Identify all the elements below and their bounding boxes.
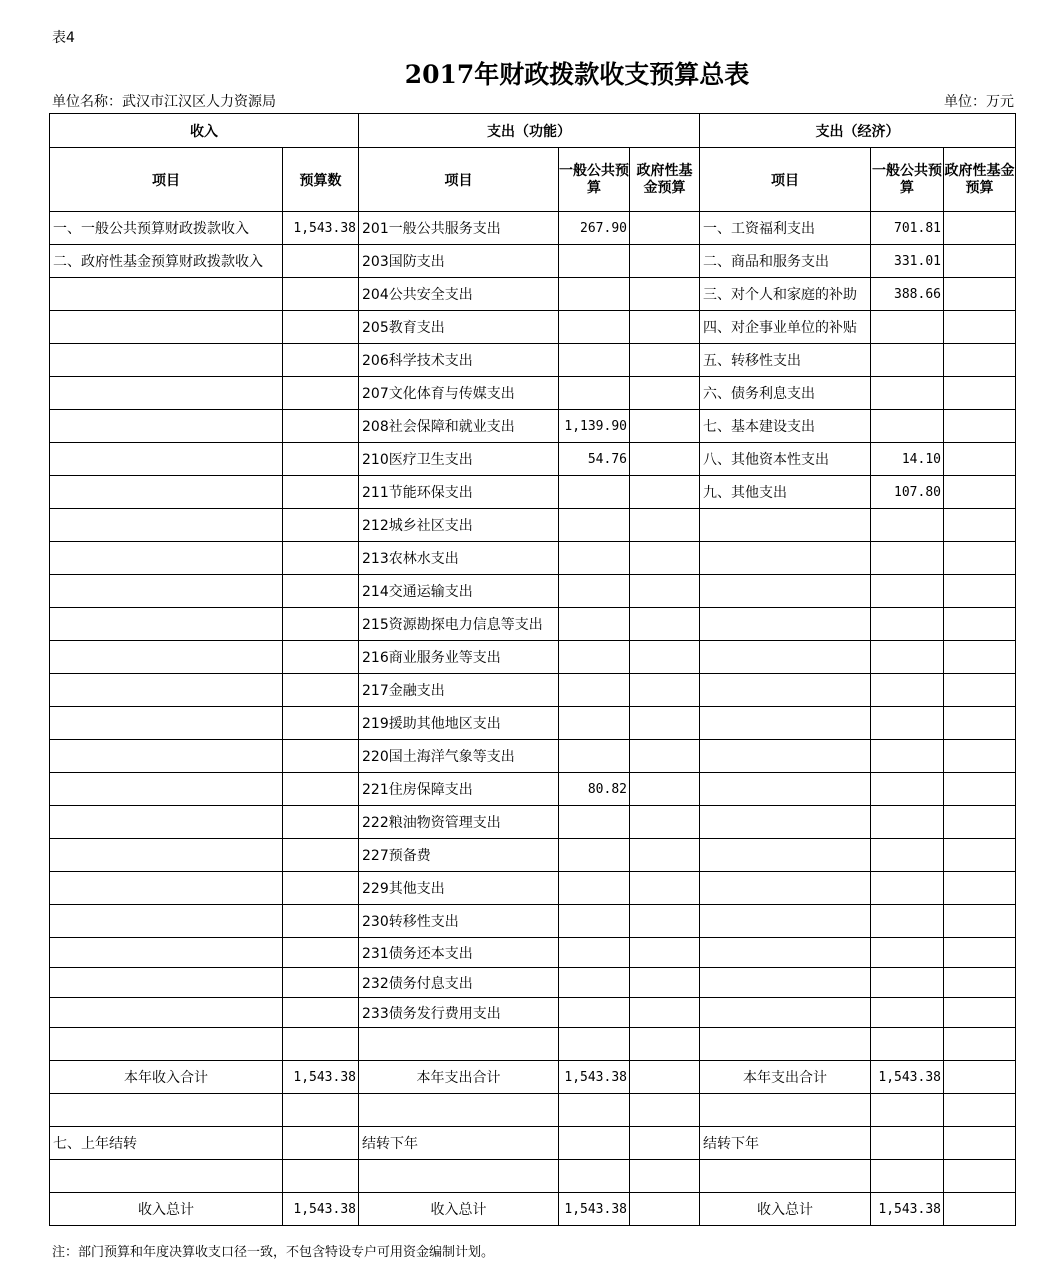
econ-fund-cell xyxy=(944,968,1016,998)
econ-fund-cell xyxy=(944,1127,1016,1160)
func-item-cell: 227预备费 xyxy=(359,839,559,872)
func-fund-cell xyxy=(630,1028,700,1061)
func-general-cell: 267.90 xyxy=(559,212,630,245)
econ-general-cell xyxy=(871,509,944,542)
econ-fund-cell xyxy=(944,641,1016,674)
func-general-cell xyxy=(559,542,630,575)
income-amount-cell xyxy=(283,410,359,443)
func-general-cell xyxy=(559,872,630,905)
income-amount-cell xyxy=(283,377,359,410)
func-fund-cell xyxy=(630,575,700,608)
unit-name-label: 单位名称：武汉市江汉区人力资源局 xyxy=(52,94,276,110)
income-item-cell xyxy=(50,998,283,1028)
econ-general-cell xyxy=(871,968,944,998)
econ-general-cell xyxy=(871,707,944,740)
func-fund-cell xyxy=(630,509,700,542)
func-fund-cell xyxy=(630,968,700,998)
func-general-cell xyxy=(559,509,630,542)
table-row xyxy=(50,806,1016,839)
func-item-cell: 201一般公共服务支出 xyxy=(359,212,559,245)
income-item-cell xyxy=(50,905,283,938)
func-item-cell: 204公共安全支出 xyxy=(359,278,559,311)
econ-general-cell xyxy=(871,1160,944,1193)
econ-item-cell: 结转下年 xyxy=(700,1127,871,1160)
econ-item-cell: 一、工资福利支出 xyxy=(700,212,871,245)
econ-fund-cell xyxy=(944,998,1016,1028)
income-amount-cell xyxy=(283,443,359,476)
func-item-cell: 收入总计 xyxy=(359,1193,559,1226)
income-item-cell: 二、政府性基金预算财政拨款收入 xyxy=(50,245,283,278)
func-general-cell xyxy=(559,998,630,1028)
func-fund-cell xyxy=(630,641,700,674)
econ-item-cell: 八、其他资本性支出 xyxy=(700,443,871,476)
func-item-cell: 210医疗卫生支出 xyxy=(359,443,559,476)
func-general-cell: 54.76 xyxy=(559,443,630,476)
econ-general-cell: 701.81 xyxy=(871,212,944,245)
econ-fund-cell xyxy=(944,1193,1016,1226)
func-fund-cell xyxy=(630,674,700,707)
income-item-cell xyxy=(50,608,283,641)
func-item-cell: 211节能环保支出 xyxy=(359,476,559,509)
currency-unit-label: 单位：万元 xyxy=(944,94,1014,110)
func-general-cell xyxy=(559,344,630,377)
income-item-cell xyxy=(50,1028,283,1061)
econ-fund-cell xyxy=(944,740,1016,773)
econ-fund-cell xyxy=(944,344,1016,377)
func-general-cell xyxy=(559,674,630,707)
econ-item-cell xyxy=(700,872,871,905)
func-item-cell: 213农林水支出 xyxy=(359,542,559,575)
header-func-item: 项目 xyxy=(359,148,559,212)
income-amount-cell xyxy=(283,968,359,998)
func-general-cell: 1,543.38 xyxy=(559,1193,630,1226)
econ-fund-cell xyxy=(944,509,1016,542)
func-fund-cell xyxy=(630,608,700,641)
func-fund-cell xyxy=(630,707,700,740)
func-general-cell xyxy=(559,707,630,740)
income-item-cell xyxy=(50,410,283,443)
econ-item-cell xyxy=(700,905,871,938)
econ-item-cell xyxy=(700,839,871,872)
func-fund-cell xyxy=(630,1193,700,1226)
footnote: 注：部门预算和年度决算收支口径一致，不包含特设专户可用资金编制计划。 xyxy=(52,1245,495,1260)
func-general-cell xyxy=(559,968,630,998)
table-row xyxy=(50,443,1016,476)
econ-fund-cell xyxy=(944,377,1016,410)
income-item-cell xyxy=(50,509,283,542)
func-item-cell: 217金融支出 xyxy=(359,674,559,707)
econ-item-cell xyxy=(700,674,871,707)
func-item-cell: 216商业服务业等支出 xyxy=(359,641,559,674)
econ-item-cell xyxy=(700,1160,871,1193)
income-item-cell xyxy=(50,872,283,905)
header-econ-item: 项目 xyxy=(700,148,871,212)
table-row xyxy=(50,278,1016,311)
econ-item-cell: 六、债务利息支出 xyxy=(700,377,871,410)
econ-general-cell xyxy=(871,542,944,575)
func-item-cell xyxy=(359,1028,559,1061)
income-amount-cell xyxy=(283,740,359,773)
header-econ-fund-budget: 政府性基金预算 xyxy=(944,148,1016,212)
econ-fund-cell xyxy=(944,806,1016,839)
econ-general-cell xyxy=(871,998,944,1028)
func-fund-cell xyxy=(630,773,700,806)
econ-fund-cell xyxy=(944,212,1016,245)
func-item-cell: 221住房保障支出 xyxy=(359,773,559,806)
income-amount-cell xyxy=(283,806,359,839)
econ-fund-cell xyxy=(944,608,1016,641)
econ-general-cell xyxy=(871,905,944,938)
econ-general-cell xyxy=(871,773,944,806)
func-fund-cell xyxy=(630,278,700,311)
func-general-cell xyxy=(559,575,630,608)
income-item-cell xyxy=(50,707,283,740)
econ-fund-cell xyxy=(944,1160,1016,1193)
income-amount-cell xyxy=(283,872,359,905)
income-amount-cell: 1,543.38 xyxy=(283,212,359,245)
income-item-cell xyxy=(50,476,283,509)
econ-general-cell xyxy=(871,674,944,707)
econ-general-cell: 107.80 xyxy=(871,476,944,509)
table-row xyxy=(50,938,1016,968)
header-income: 收入 xyxy=(50,114,359,148)
func-item-cell: 232债务付息支出 xyxy=(359,968,559,998)
func-item-cell: 233债务发行费用支出 xyxy=(359,998,559,1028)
income-amount-cell xyxy=(283,278,359,311)
page-title: 2017年财政拨款收支预算总表 xyxy=(404,60,750,89)
func-general-cell xyxy=(559,905,630,938)
income-amount-cell: 1,543.38 xyxy=(283,1193,359,1226)
income-item-cell xyxy=(50,542,283,575)
income-item-cell xyxy=(50,968,283,998)
header-econ-general-budget: 一般公共预算 xyxy=(871,148,944,212)
econ-item-cell xyxy=(700,707,871,740)
econ-general-cell: 1,543.38 xyxy=(871,1061,944,1094)
econ-item-cell: 本年支出合计 xyxy=(700,1061,871,1094)
income-item-cell: 七、上年结转 xyxy=(50,1127,283,1160)
table-row xyxy=(50,1028,1016,1061)
econ-item-cell xyxy=(700,1028,871,1061)
func-general-cell xyxy=(559,938,630,968)
econ-item-cell xyxy=(700,968,871,998)
func-general-cell: 1,139.90 xyxy=(559,410,630,443)
econ-item-cell: 三、对个人和家庭的补助 xyxy=(700,278,871,311)
table-row xyxy=(50,839,1016,872)
func-fund-cell xyxy=(630,1061,700,1094)
func-general-cell xyxy=(559,1094,630,1127)
econ-general-cell: 331.01 xyxy=(871,245,944,278)
econ-general-cell: 1,543.38 xyxy=(871,1193,944,1226)
econ-general-cell: 388.66 xyxy=(871,278,944,311)
econ-general-cell xyxy=(871,608,944,641)
econ-general-cell xyxy=(871,311,944,344)
header-expense-function: 支出（功能） xyxy=(359,114,700,148)
econ-general-cell xyxy=(871,1028,944,1061)
econ-general-cell xyxy=(871,1127,944,1160)
header-expense-economic: 支出（经济） xyxy=(700,114,1016,148)
func-item-cell: 203国防支出 xyxy=(359,245,559,278)
func-fund-cell xyxy=(630,542,700,575)
income-amount-cell xyxy=(283,245,359,278)
header-income-budget: 预算数 xyxy=(283,148,359,212)
func-general-cell xyxy=(559,1160,630,1193)
econ-item-cell: 五、转移性支出 xyxy=(700,344,871,377)
income-amount-cell xyxy=(283,1094,359,1127)
econ-fund-cell xyxy=(944,575,1016,608)
econ-fund-cell xyxy=(944,278,1016,311)
func-general-cell xyxy=(559,806,630,839)
econ-general-cell xyxy=(871,872,944,905)
table-row xyxy=(50,968,1016,998)
income-amount-cell xyxy=(283,839,359,872)
table-row xyxy=(50,410,1016,443)
econ-fund-cell xyxy=(944,443,1016,476)
table-row xyxy=(50,740,1016,773)
income-amount-cell xyxy=(283,476,359,509)
func-general-cell xyxy=(559,377,630,410)
econ-item-cell: 收入总计 xyxy=(700,1193,871,1226)
table-row xyxy=(50,476,1016,509)
econ-fund-cell xyxy=(944,476,1016,509)
table-row xyxy=(50,1160,1016,1193)
table-row xyxy=(50,542,1016,575)
table-row xyxy=(50,674,1016,707)
income-amount-cell xyxy=(283,608,359,641)
income-amount-cell xyxy=(283,707,359,740)
table-row xyxy=(50,575,1016,608)
econ-item-cell xyxy=(700,998,871,1028)
income-item-cell xyxy=(50,344,283,377)
income-item-cell xyxy=(50,377,283,410)
table-row xyxy=(50,245,1016,278)
econ-item-cell xyxy=(700,575,871,608)
table-row xyxy=(50,344,1016,377)
table-row xyxy=(50,1193,1016,1226)
econ-general-cell xyxy=(871,1094,944,1127)
income-amount-cell xyxy=(283,575,359,608)
func-general-cell xyxy=(559,608,630,641)
func-general-cell xyxy=(559,839,630,872)
func-general-cell xyxy=(559,245,630,278)
func-general-cell xyxy=(559,740,630,773)
func-fund-cell xyxy=(630,938,700,968)
econ-fund-cell xyxy=(944,905,1016,938)
income-amount-cell xyxy=(283,542,359,575)
income-item-cell xyxy=(50,311,283,344)
table-body xyxy=(50,212,1016,1226)
econ-general-cell xyxy=(871,806,944,839)
income-amount-cell xyxy=(283,1028,359,1061)
income-amount-cell xyxy=(283,998,359,1028)
econ-general-cell xyxy=(871,377,944,410)
table-row xyxy=(50,707,1016,740)
income-item-cell xyxy=(50,674,283,707)
econ-general-cell xyxy=(871,740,944,773)
income-item-cell xyxy=(50,839,283,872)
func-fund-cell xyxy=(630,905,700,938)
income-amount-cell xyxy=(283,509,359,542)
func-item-cell: 214交通运输支出 xyxy=(359,575,559,608)
econ-fund-cell xyxy=(944,1061,1016,1094)
income-item-cell xyxy=(50,443,283,476)
econ-general-cell xyxy=(871,410,944,443)
econ-general-cell xyxy=(871,344,944,377)
income-item-cell xyxy=(50,641,283,674)
income-item-cell xyxy=(50,278,283,311)
income-amount-cell xyxy=(283,1160,359,1193)
econ-fund-cell xyxy=(944,245,1016,278)
func-general-cell xyxy=(559,1127,630,1160)
table-row xyxy=(50,773,1016,806)
func-item-cell: 230转移性支出 xyxy=(359,905,559,938)
table-row xyxy=(50,509,1016,542)
econ-item-cell xyxy=(700,938,871,968)
econ-fund-cell xyxy=(944,542,1016,575)
budget-table xyxy=(49,113,1016,1226)
econ-fund-cell xyxy=(944,1028,1016,1061)
table-row xyxy=(50,905,1016,938)
func-general-cell xyxy=(559,476,630,509)
func-general-cell xyxy=(559,278,630,311)
income-amount-cell xyxy=(283,641,359,674)
func-fund-cell xyxy=(630,1094,700,1127)
table-row xyxy=(50,998,1016,1028)
income-item-cell xyxy=(50,806,283,839)
func-item-cell: 229其他支出 xyxy=(359,872,559,905)
func-item-cell xyxy=(359,1160,559,1193)
econ-fund-cell xyxy=(944,773,1016,806)
econ-general-cell: 14.10 xyxy=(871,443,944,476)
func-fund-cell xyxy=(630,839,700,872)
table-number-label: 表4 xyxy=(52,30,75,46)
func-item-cell: 231债务还本支出 xyxy=(359,938,559,968)
econ-general-cell xyxy=(871,839,944,872)
func-fund-cell xyxy=(630,443,700,476)
func-general-cell xyxy=(559,641,630,674)
func-general-cell xyxy=(559,311,630,344)
table-row xyxy=(50,1061,1016,1094)
func-fund-cell xyxy=(630,872,700,905)
income-item-cell xyxy=(50,938,283,968)
econ-fund-cell xyxy=(944,707,1016,740)
func-item-cell: 215资源勘探电力信息等支出 xyxy=(359,608,559,641)
func-item-cell: 219援助其他地区支出 xyxy=(359,707,559,740)
table-row xyxy=(50,1094,1016,1127)
income-amount-cell xyxy=(283,344,359,377)
econ-item-cell: 四、对企事业单位的补贴 xyxy=(700,311,871,344)
header-income-item: 项目 xyxy=(50,148,283,212)
func-fund-cell xyxy=(630,806,700,839)
income-item-cell xyxy=(50,1094,283,1127)
income-amount-cell xyxy=(283,773,359,806)
econ-item-cell xyxy=(700,641,871,674)
income-amount-cell: 1,543.38 xyxy=(283,1061,359,1094)
econ-item-cell: 七、基本建设支出 xyxy=(700,410,871,443)
income-item-cell: 本年收入合计 xyxy=(50,1061,283,1094)
income-item-cell xyxy=(50,575,283,608)
func-general-cell: 80.82 xyxy=(559,773,630,806)
income-amount-cell xyxy=(283,938,359,968)
income-item-cell: 收入总计 xyxy=(50,1193,283,1226)
income-amount-cell xyxy=(283,311,359,344)
econ-fund-cell xyxy=(944,674,1016,707)
func-fund-cell xyxy=(630,311,700,344)
func-fund-cell xyxy=(630,1160,700,1193)
func-fund-cell xyxy=(630,377,700,410)
econ-general-cell xyxy=(871,938,944,968)
econ-item-cell xyxy=(700,1094,871,1127)
table-row xyxy=(50,641,1016,674)
econ-fund-cell xyxy=(944,872,1016,905)
func-fund-cell xyxy=(630,998,700,1028)
table-row xyxy=(50,212,1016,245)
table-row xyxy=(50,608,1016,641)
header-func-fund-budget: 政府性基金预算 xyxy=(630,148,700,212)
income-item-cell xyxy=(50,773,283,806)
func-fund-cell xyxy=(630,476,700,509)
func-fund-cell xyxy=(630,344,700,377)
table-row xyxy=(50,872,1016,905)
table-row xyxy=(50,377,1016,410)
econ-item-cell: 二、商品和服务支出 xyxy=(700,245,871,278)
func-item-cell: 206科学技术支出 xyxy=(359,344,559,377)
econ-fund-cell xyxy=(944,1094,1016,1127)
income-amount-cell xyxy=(283,674,359,707)
header-func-general-budget: 一般公共预算 xyxy=(559,148,630,212)
func-item-cell: 207文化体育与传媒支出 xyxy=(359,377,559,410)
econ-fund-cell xyxy=(944,410,1016,443)
econ-item-cell xyxy=(700,509,871,542)
func-fund-cell xyxy=(630,1127,700,1160)
func-item-cell: 208社会保障和就业支出 xyxy=(359,410,559,443)
func-item-cell: 本年支出合计 xyxy=(359,1061,559,1094)
econ-item-cell xyxy=(700,608,871,641)
func-item-cell: 220国土海洋气象等支出 xyxy=(359,740,559,773)
econ-item-cell xyxy=(700,773,871,806)
func-item-cell: 205教育支出 xyxy=(359,311,559,344)
econ-fund-cell xyxy=(944,311,1016,344)
econ-item-cell xyxy=(700,740,871,773)
econ-item-cell xyxy=(700,542,871,575)
income-item-cell xyxy=(50,740,283,773)
func-item-cell: 结转下年 xyxy=(359,1127,559,1160)
func-fund-cell xyxy=(630,410,700,443)
func-fund-cell xyxy=(630,740,700,773)
econ-general-cell xyxy=(871,575,944,608)
func-item-cell: 222粮油物资管理支出 xyxy=(359,806,559,839)
func-general-cell: 1,543.38 xyxy=(559,1061,630,1094)
income-item-cell xyxy=(50,1160,283,1193)
func-fund-cell xyxy=(630,212,700,245)
econ-item-cell: 九、其他支出 xyxy=(700,476,871,509)
income-amount-cell xyxy=(283,1127,359,1160)
income-item-cell: 一、一般公共预算财政拨款收入 xyxy=(50,212,283,245)
func-general-cell xyxy=(559,1028,630,1061)
table-row xyxy=(50,1127,1016,1160)
econ-fund-cell xyxy=(944,938,1016,968)
func-item-cell xyxy=(359,1094,559,1127)
econ-general-cell xyxy=(871,641,944,674)
func-fund-cell xyxy=(630,245,700,278)
func-item-cell: 212城乡社区支出 xyxy=(359,509,559,542)
econ-item-cell xyxy=(700,806,871,839)
table-row xyxy=(50,311,1016,344)
income-amount-cell xyxy=(283,905,359,938)
econ-fund-cell xyxy=(944,839,1016,872)
